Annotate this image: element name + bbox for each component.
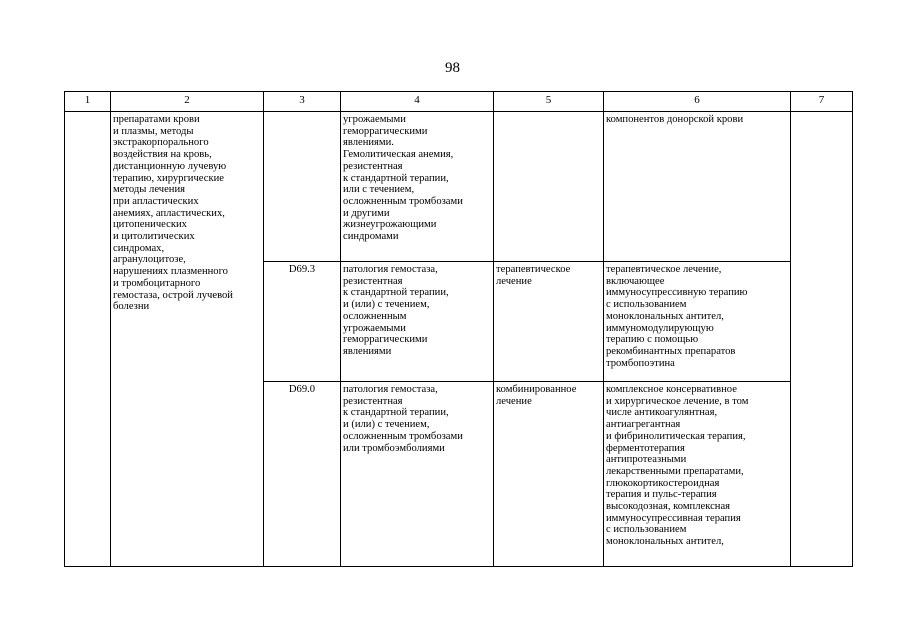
cell-treatment-type: комбинированное лечение: [494, 382, 604, 567]
column-header-2: 2: [111, 92, 264, 112]
column-header-6: 6: [604, 92, 791, 112]
table-row: [65, 112, 853, 262]
cell-disease-group: препаратами крови и плазмы, методы экстракорпорального воздействия на кровь, дистанционную лучевую терапию, хирургические методы лечения при апластических анемиях, апластических, цитопенических и цитолитических синдромах, агранулоцитозе, нарушениях плазменного и тромбоцитарного гемостаза, острой лучевой болезни: [111, 112, 264, 567]
table-header-row: [65, 92, 853, 112]
cell-method: компонентов донорской крови: [604, 112, 791, 262]
page-number: 98: [445, 60, 460, 76]
cell-treatment-type: [494, 112, 604, 262]
column-header-4: 4: [341, 92, 494, 112]
medical-care-table: [64, 91, 853, 567]
column-header-7: 7: [791, 92, 853, 112]
cell-condition: угрожаемыми геморрагическими явлениями. Гемолитическая анемия, резистентная к стандартной терапии, или с течением, осложненным тромбозами и другими жизнеугрожающими синдромами: [341, 112, 494, 262]
cell-method: терапевтическое лечение, включающее иммуносупрессивную терапию с использованием моноклональных антител, иммуномодулирующую терапию с помощью рекомбинантных препаратов тромбопоэтина: [604, 262, 791, 382]
column-header-1: 1: [65, 92, 111, 112]
cell-col7-empty: [791, 112, 853, 567]
cell-method: комплексное консервативное и хирургическое лечение, в том числе антикоагулянтная, антиагрегантная и фибринолитическая терапия, ферментотерапия антипротеазными лекарственными препаратами, глюкокортикостероидная терапия и пульс-терапия высокодозная, комплексная иммуносупрессивная терапия с использованием моноклональных антител,: [604, 382, 791, 567]
column-header-5: 5: [494, 92, 604, 112]
cell-icd-code: D69.3: [264, 262, 341, 382]
cell-condition: патология гемостаза, резистентная к стандартной терапии, и (или) с течением, осложненным тромбозами или тромбоэмболиями: [341, 382, 494, 567]
cell-condition: патология гемостаза, резистентная к стандартной терапии, и (или) с течением, осложненным угрожаемыми геморрагическими явлениями: [341, 262, 494, 382]
cell-col1-empty: [65, 112, 111, 567]
column-header-3: 3: [264, 92, 341, 112]
cell-treatment-type: терапевтическое лечение: [494, 262, 604, 382]
cell-icd-code: [264, 112, 341, 262]
cell-icd-code: D69.0: [264, 382, 341, 567]
